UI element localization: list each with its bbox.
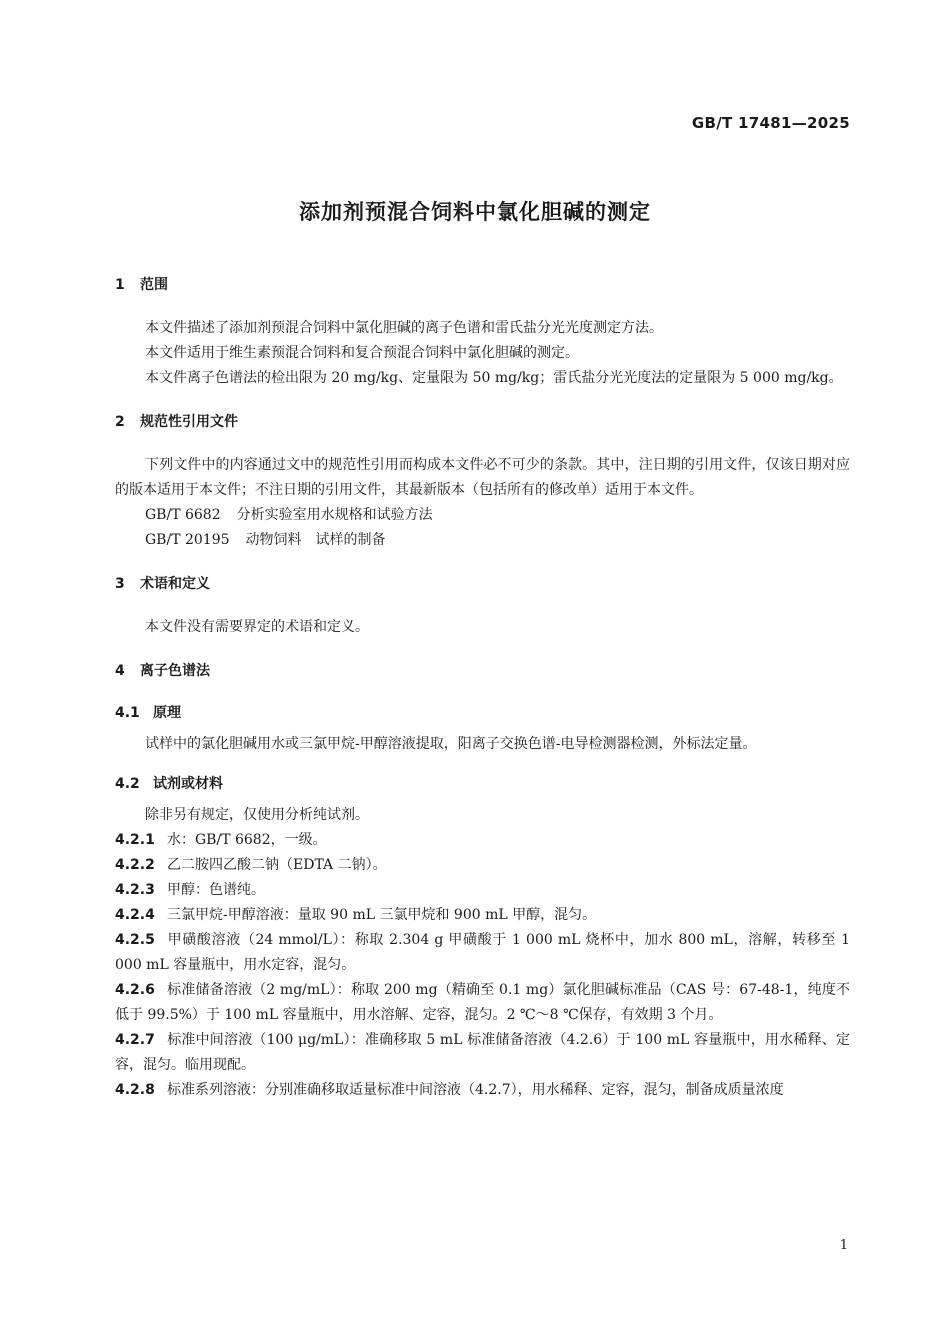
reference-name: 分析实验室用水规格和试验方法 [236,507,433,523]
item-text: 标准系列溶液：分别准确移取适量标准中间溶液（4.2.7），用水稀释、定容，混匀，制备成质量浓度 [167,1082,784,1098]
reagent-item [115,828,850,853]
section-number: 4 [115,663,125,679]
section-title: 离子色谱法 [140,663,210,679]
item-text: 标准中间溶液（100 μg/mL）：准确移取 5 mL 标准储备溶液（4.2.6）于 100 mL 容量瓶中，用水稀释、定容，混匀。临用现配。 [115,1032,850,1073]
section-title: 范围 [140,277,168,293]
item-number: 4.2.6 [115,982,155,998]
item-text: 标准储备溶液（2 mg/mL）：称取 200 mg（精确至 0.1 mg）氯化胆碱标准品（CAS 号：67-48-1，纯度不低于 99.5%）于 100 mL 容量瓶中，用水溶解、定容，混匀。2 ℃～8 ℃保存，有效期 3 个月。 [115,982,850,1023]
subsection-number: 4.2 [115,776,140,792]
subsection-heading-4-2 [115,773,850,795]
paragraph: 本文件描述了添加剂预混合饲料中氯化胆碱的离子色谱和雷氏盐分光光度测定方法。 [145,320,663,336]
reagent-item [115,928,850,978]
section-heading-1 [115,274,850,296]
item-number: 4.2.8 [115,1082,155,1098]
item-text: 甲醇：色谱纯。 [167,882,265,898]
item-number: 4.2.4 [115,907,155,923]
section-title: 规范性引用文件 [140,414,238,430]
subsection-title: 原理 [153,705,181,721]
standard-code: GB/T 17481—2025 [691,114,850,132]
paragraph: 下列文件中的内容通过文中的规范性引用而构成本文件必不可少的条款。其中，注日期的引用文件，仅该日期对应的版本适用于本文件；不注日期的引用文件，其最新版本（包括所有的修改单）适用于本文件。 [115,457,850,498]
page-number: 1 [839,1238,848,1253]
normative-reference [115,528,850,553]
item-text: 乙二胺四乙酸二钠（EDTA 二钠）。 [167,857,387,873]
section-number: 1 [115,277,125,293]
item-number: 4.2.5 [115,932,155,948]
section-heading-2 [115,411,850,433]
reagent-item [115,978,850,1028]
subsection-heading-4-1 [115,702,850,724]
reagent-item [115,1078,850,1103]
reagent-item [115,903,850,928]
subsection-title: 试剂或材料 [153,776,223,792]
reference-code: GB/T 20195 [145,532,230,548]
item-number: 4.2.3 [115,882,155,898]
reference-code: GB/T 6682 [145,507,221,523]
item-text: 水：GB/T 6682，一级。 [167,832,327,848]
reagent-item [115,853,850,878]
subsection-number: 4.1 [115,705,140,721]
item-number: 4.2.7 [115,1032,155,1048]
section-number: 2 [115,414,125,430]
item-text: 甲磺酸溶液（24 mmol/L）：称取 2.304 g 甲磺酸于 1 000 mL 烧杯中，加水 800 mL，溶解，转移至 1 000 mL 容量瓶中，用水定容，混匀。 [115,932,850,973]
item-text: 三氯甲烷-甲醇溶液：量取 90 mL 三氯甲烷和 900 mL 甲醇，混匀。 [167,907,597,923]
section-heading-3 [115,573,850,595]
section-number: 3 [115,576,125,592]
item-number: 4.2.2 [115,857,155,873]
paragraph: 本文件离子色谱法的检出限为 20 mg/kg、定量限为 50 mg/kg；雷氏盐分光光度法的定量限为 5 000 mg/kg。 [145,370,843,386]
normative-reference [115,503,850,528]
reagent-item [115,1028,850,1078]
reference-name: 动物饲料 试样的制备 [245,532,386,548]
item-number: 4.2.1 [115,832,155,848]
paragraph: 试样中的氯化胆碱用水或三氯甲烷-甲醇溶液提取，阳离子交换色谱-电导检测器检测，外标法定量。 [145,736,757,752]
paragraph: 除非另有规定，仅使用分析纯试剂。 [145,807,369,823]
section-heading-4 [115,660,850,682]
document-title: 添加剂预混合饲料中氯化胆碱的测定 [299,200,651,224]
section-title: 术语和定义 [140,576,210,592]
document-body [115,274,850,1103]
paragraph: 本文件适用于维生素预混合饲料和复合预混合饲料中氯化胆碱的测定。 [145,345,579,361]
paragraph: 本文件没有需要界定的术语和定义。 [145,619,369,635]
reagent-item [115,878,850,903]
